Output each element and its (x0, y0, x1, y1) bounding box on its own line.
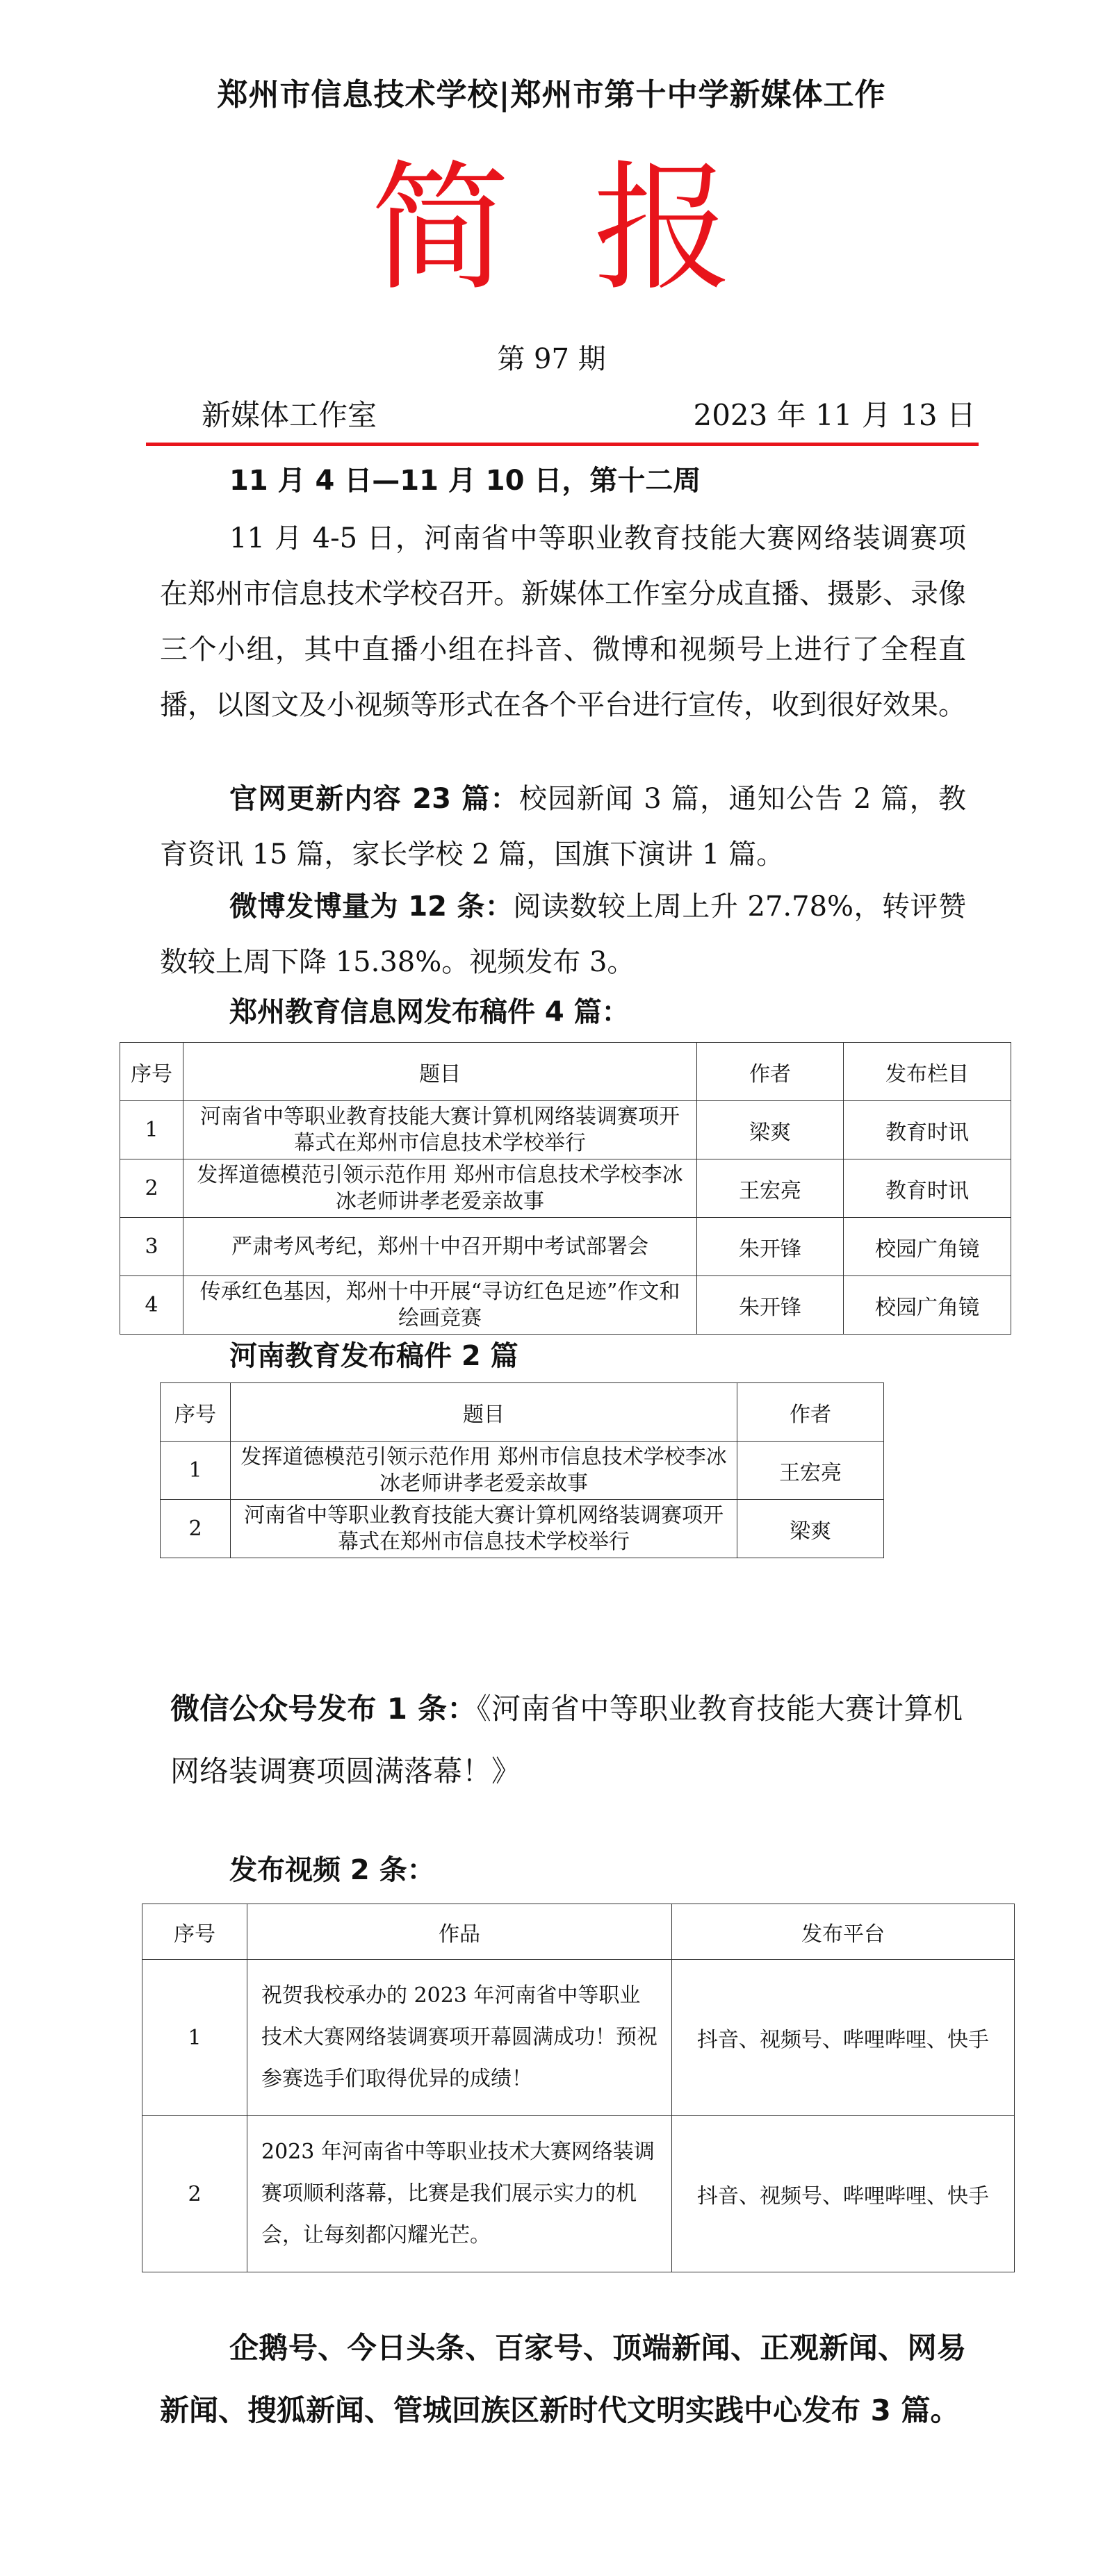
row-column: 校园广角镜 (844, 1276, 1011, 1335)
row-author: 朱开锋 (697, 1218, 844, 1276)
col-title: 题目 (183, 1043, 697, 1101)
website-label: 官网更新内容 23 篇： (229, 783, 519, 815)
col-no: 序号 (161, 1383, 231, 1442)
row-no: 2 (142, 2116, 247, 2272)
table-header-row (120, 1043, 1011, 1101)
row-author: 朱开锋 (697, 1276, 844, 1335)
video-heading: 发布视频 2 条： (229, 1854, 435, 1886)
row-platform: 抖音、视频号、哔哩哔哩、快手 (672, 1960, 1015, 2116)
henan-edu-heading: 河南教育发布稿件 2 篇 (229, 1340, 518, 1372)
video-table (142, 1904, 1015, 2272)
table-header-row (142, 1904, 1015, 1960)
weibo-paragraph (160, 879, 966, 990)
weibo-text: 阅读数较上周上升 27.78%，转评赞数较上周下降 15.38%。视频发布 3。 (160, 891, 967, 978)
row-no: 1 (142, 1960, 247, 2116)
row-no: 1 (161, 1442, 231, 1500)
row-no: 3 (120, 1218, 183, 1276)
header-divider (146, 443, 979, 446)
table-row (120, 1159, 1011, 1218)
wechat-label: 微信公众号发布 1 条： (170, 1692, 477, 1726)
table-row (161, 1500, 884, 1558)
henan-edu-table (160, 1382, 884, 1558)
col-work: 作品 (247, 1904, 672, 1960)
masthead-title: 简报 (370, 148, 816, 310)
website-text: 校园新闻 3 篇，通知公告 2 篇，教育资讯 15 篇，家长学校 2 篇，国旗下演讲 1 篇。 (160, 783, 966, 870)
table-row (142, 2116, 1015, 2272)
wechat-paragraph (170, 1678, 963, 1803)
table-row (120, 1276, 1011, 1335)
others-paragraph: 企鹅号、今日头条、百家号、顶端新闻、正观新闻、网易新闻、搜狐新闻、管城回族区新时代文明实践中心发布 3 篇。 (160, 2331, 966, 2427)
intro-paragraph: 11 月 4-5 日，河南省中等职业教育技能大赛网络装调赛项在郑州市信息技术学校召开。新媒体工作室分成直播、摄影、录像三个小组，其中直播小组在抖音、微博和视频号上进行了全程直播，以图文及小视频等形式在各个平台进行宣传，收到很好效果。 (160, 522, 966, 721)
weibo-label: 微博发博量为 12 条： (229, 891, 514, 923)
zz-edu-table (120, 1042, 1011, 1335)
row-no: 1 (120, 1101, 183, 1159)
row-column: 教育时讯 (844, 1159, 1011, 1218)
wechat-text: 《河南省中等职业教育技能大赛计算机网络装调赛项圆满落幕！》 (170, 1692, 963, 1788)
row-no: 4 (120, 1276, 183, 1335)
office-name: 新媒体工作室 (202, 398, 377, 432)
table-row (120, 1218, 1011, 1276)
col-author: 作者 (697, 1043, 844, 1101)
row-no: 2 (161, 1500, 231, 1558)
issue-date: 2023 年 11 月 13 日 (693, 398, 976, 432)
col-title: 题目 (231, 1383, 737, 1442)
row-platform: 抖音、视频号、哔哩哔哩、快手 (672, 2116, 1015, 2272)
row-author: 梁爽 (737, 1500, 884, 1558)
col-author: 作者 (737, 1383, 884, 1442)
row-work: 2023 年河南省中等职业技术大赛网络装调赛项顺利落幕，比赛是我们展示实力的机会，让每刻都闪耀光芒。 (247, 2116, 672, 2272)
row-title: 河南省中等职业教育技能大赛计算机网络装调赛项开幕式在郑州市信息技术学校举行 (183, 1101, 697, 1159)
issue-number: 第 97 期 (497, 343, 606, 375)
row-work: 祝贺我校承办的 2023 年河南省中等职业技术大赛网络装调赛项开幕圆满成功！预祝参赛选手们取得优异的成绩！ (247, 1960, 672, 2116)
row-author: 梁爽 (697, 1101, 844, 1159)
col-no: 序号 (120, 1043, 183, 1101)
table-row (161, 1442, 884, 1500)
col-no: 序号 (142, 1904, 247, 1960)
org-title: 郑州市信息技术学校|郑州市第十中学新媒体工作 (217, 77, 886, 113)
row-column: 校园广角镜 (844, 1218, 1011, 1276)
row-author: 王宏亮 (737, 1442, 884, 1500)
col-column: 发布栏目 (844, 1043, 1011, 1101)
row-title: 传承红色基因，郑州十中开展“寻访红色足迹”作文和绘画竞赛 (183, 1276, 697, 1335)
week-heading: 11 月 4 日—11 月 10 日，第十二周 (229, 465, 701, 497)
row-author: 王宏亮 (697, 1159, 844, 1218)
table-row (142, 1960, 1015, 2116)
website-paragraph (160, 771, 966, 882)
table-row (120, 1101, 1011, 1159)
row-column: 教育时讯 (844, 1101, 1011, 1159)
table-header-row (161, 1383, 884, 1442)
col-platform: 发布平台 (672, 1904, 1015, 1960)
row-title: 发挥道德模范引领示范作用 郑州市信息技术学校李冰冰老师讲孝老爱亲故事 (231, 1442, 737, 1500)
row-no: 2 (120, 1159, 183, 1218)
row-title: 河南省中等职业教育技能大赛计算机网络装调赛项开幕式在郑州市信息技术学校举行 (231, 1500, 737, 1558)
row-title: 严肃考风考纪，郑州十中召开期中考试部署会 (183, 1218, 697, 1276)
row-title: 发挥道德模范引领示范作用 郑州市信息技术学校李冰冰老师讲孝老爱亲故事 (183, 1159, 697, 1218)
zz-edu-heading: 郑州教育信息网发布稿件 4 篇： (229, 996, 630, 1028)
